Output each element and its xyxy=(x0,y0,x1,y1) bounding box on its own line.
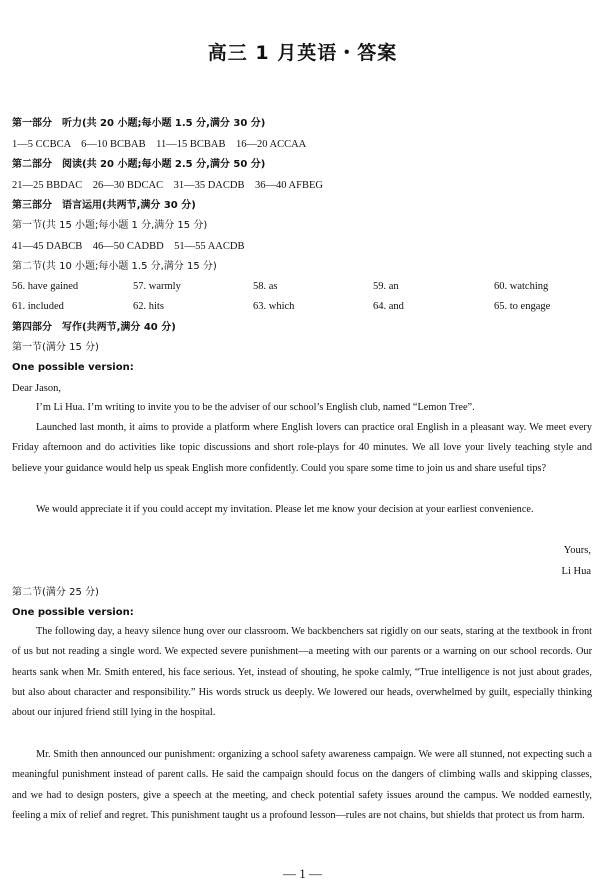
part3-section1-heading: 第一节(共 15 小题;每小题 1 分,满分 15 分) xyxy=(12,220,208,231)
answer-65: 65. to engage xyxy=(494,301,551,312)
letter-closing: Yours, xyxy=(563,545,591,556)
answer-57: 57. warmly xyxy=(133,281,181,292)
page-title: 高三 1 月英语・答案 xyxy=(207,42,398,64)
answer-56: 56. have gained xyxy=(12,281,79,292)
part2-heading: 第二部分 阅读(共 20 小题;每小题 2.5 分,满分 50 分) xyxy=(12,159,266,170)
part1-heading: 第一部分 听力(共 20 小题;每小题 1.5 分,满分 30 分) xyxy=(12,118,266,129)
answer-60: 60. watching xyxy=(494,281,549,292)
part3-section2-heading: 第二节(共 10 小题;每小题 1.5 分,满分 15 分) xyxy=(12,261,217,272)
part1-answers: 1—5 CCBCA 6—10 BCBAB 11—15 BCBAB 16—20 ACCAA xyxy=(12,139,307,150)
letter-paragraph: I’m Li Hua. I’m writing to invite you to be the adviser of our school’s English club, named “Lemon Tree”. xyxy=(36,402,475,413)
part4-section1-heading: 第一节(满分 15 分) xyxy=(12,342,99,353)
part4-heading: 第四部分 写作(共两节,满分 40 分) xyxy=(12,322,176,333)
letter-signature: Li Hua xyxy=(561,566,591,577)
letter-greeting: Dear Jason, xyxy=(12,383,61,394)
answer-63: 63. which xyxy=(253,301,295,312)
letter-paragraph: Launched last month, it aims to provide a platform where English lovers can practice oral English in a pleasant way. We meet every Friday afternoon and do activities like topic discussions and short role-plays for 40 minutes. We all love your lively teaching style and believe your guidance would help us speak English more confidently. Could you spare some time to join us and share useful tips? xyxy=(12,422,592,474)
part2-answers: 21—25 BBDAC 26—30 BDCAC 31—35 DACDB 36—40 AFBEG xyxy=(12,180,323,191)
part3-section1-answers: 41—45 DABCB 46—50 CADBD 51—55 AACDB xyxy=(12,241,245,252)
story-paragraph: The following day, a heavy silence hung over our classroom. We backbenchers sat rigidly on our seats, staring at the textbook in front of us but not reading a single word. We expected severe punishment—a meeting with our parents or a warning on our school records. Our hearts sank when Mr. Smith entered, his face serious. Yet, instead of shouting, he spoke calmly, “True intelligence is not just about grades, but also about character and responsibility.” His words struck us deeply. We lowered our heads, overwhelmed by guilt, especially thinking about our injured friend still lying in the hospital. xyxy=(12,626,592,719)
story-paragraph: Mr. Smith then announced our punishment: organizing a school safety awareness campaign. We were all stunned, not expecting such a meaningful punishment instead of parent calls. He said the campaign should focus on the dangers of climbing walls and skipping classes, and we had to design posters, give a speech at the meeting, and check potential safety issues around the campus. We nodded earnestly, feeling a mix of relief and regret. This punishment taught us a profound lesson—rules are not chains, but shields that protect us from harm. xyxy=(12,749,592,821)
part4-section2-heading: 第二节(满分 25 分) xyxy=(12,587,99,598)
letter-paragraph: We would appreciate it if you could accept my invitation. Please let me know your decision at your earliest convenience. xyxy=(36,504,534,515)
part3-heading: 第三部分 语言运用(共两节,满分 30 分) xyxy=(12,200,196,211)
version-label: One possible version: xyxy=(12,362,134,373)
answer-59: 59. an xyxy=(373,281,399,292)
answer-62: 62. hits xyxy=(133,301,164,312)
version-label-2: One possible version: xyxy=(12,607,134,618)
answer-58: 58. as xyxy=(253,281,278,292)
answer-64: 64. and xyxy=(373,301,404,312)
answer-61: 61. included xyxy=(12,301,64,312)
page-number: — 1 — xyxy=(283,866,322,881)
